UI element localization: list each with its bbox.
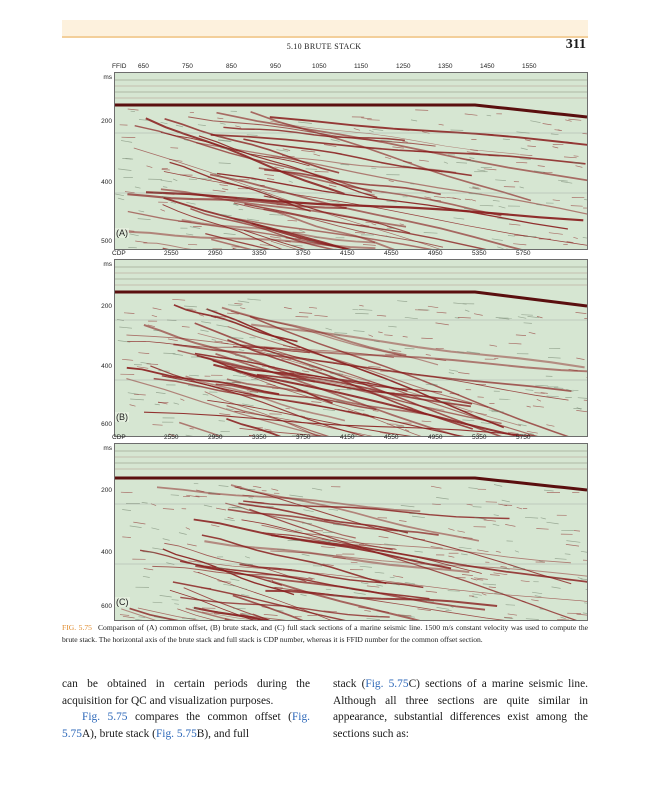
seismic-noise-trace (201, 588, 211, 589)
figure-link[interactable]: Fig. 5.75 (82, 711, 128, 723)
header-rule (62, 36, 588, 38)
figure-link[interactable]: Fig. 5.75 (365, 678, 409, 690)
x-tick: 650 (138, 63, 149, 70)
x-tick: 950 (270, 63, 281, 70)
x-tick: 2550 (164, 434, 179, 441)
x-tick: 850 (226, 63, 237, 70)
seismic-noise-trace (315, 172, 329, 173)
x-tick: 1250 (396, 63, 411, 70)
paragraph-text: A), brute stack ( (81, 727, 156, 740)
page-number: 311 (565, 37, 586, 52)
panel-tag-b: (B) (116, 412, 128, 422)
y-unit: ms (103, 74, 112, 81)
water-column-band (115, 462, 587, 464)
water-column-band (115, 468, 587, 470)
seismic-panel-c (88, 433, 588, 610)
seismic-noise-trace (573, 390, 579, 391)
x-tick: 1350 (438, 63, 453, 70)
seismic-noise-trace (421, 338, 432, 339)
caption-text: Comparison of (A) common offset, (B) brute stack, and (C) full stack sections of a marine seismic line. 1500 m/s constant velocity was used to compute the brute stack. The horizontal axis of the brute stack and full stack is CDP number, whereas it is FFID number for the common offset section. (62, 623, 588, 644)
paragraph-text: C) sections of a marine seismic line. Although all three sections are quite similar in appearance, substantial differences exist among the sections such as: (333, 678, 589, 740)
seismic-noise-trace (574, 156, 579, 157)
y-tick: 600 (101, 603, 112, 610)
seismic-image (115, 444, 587, 620)
y-tick: 400 (101, 363, 112, 370)
seismic-noise-trace (381, 392, 395, 393)
x-tick: 5750 (516, 434, 531, 441)
x-tick: 5350 (472, 434, 487, 441)
water-column-band (115, 91, 587, 93)
x-axis-row (88, 62, 588, 72)
seismic-section-a (114, 72, 588, 250)
seismic-noise-trace (251, 379, 256, 380)
body-column-right (333, 676, 588, 742)
y-tick: 400 (101, 179, 112, 186)
y-axis (88, 433, 114, 619)
figure-caption (62, 622, 588, 646)
x-axis-row (88, 249, 588, 259)
seismic-noise-trace (188, 244, 197, 245)
x-tick: 5750 (516, 250, 531, 257)
water-column-band (115, 97, 587, 99)
y-unit: ms (103, 445, 112, 452)
x-tick: 4150 (340, 250, 355, 257)
body-column-left (62, 676, 310, 742)
seismic-noise-trace (163, 353, 175, 354)
paragraph-text: compares the common offset ( (127, 711, 292, 723)
water-column-band (115, 266, 587, 268)
seismic-noise-trace (540, 609, 545, 610)
x-tick: 4150 (340, 434, 355, 441)
seismic-image (115, 73, 587, 249)
seismic-section-b (114, 259, 588, 437)
x-axis-name: CDP (112, 250, 126, 257)
y-tick: 500 (101, 238, 112, 245)
seismic-image (115, 260, 587, 436)
seismic-noise-trace (506, 605, 515, 606)
y-tick: 200 (101, 487, 112, 494)
x-tick: 1550 (522, 63, 537, 70)
seismic-noise-trace (172, 600, 179, 601)
x-tick: 4950 (428, 250, 443, 257)
water-column-band (115, 272, 587, 274)
x-tick: 3750 (296, 434, 311, 441)
x-tick: 750 (182, 63, 193, 70)
x-axis-row (88, 433, 588, 443)
x-tick: 4550 (384, 250, 399, 257)
running-head: 5.10 BRUTE STACK (286, 42, 362, 51)
water-column-band (115, 456, 587, 458)
seismic-noise-trace (521, 315, 533, 316)
x-axis-name: CDP (112, 434, 126, 441)
x-tick: 3350 (252, 250, 267, 257)
y-tick: 600 (101, 421, 112, 428)
y-tick: 200 (101, 303, 112, 310)
seismic-panel-a (88, 62, 588, 245)
y-axis (88, 249, 114, 435)
seismic-noise-trace (355, 313, 368, 314)
paragraph-text: stack ( (333, 678, 366, 690)
x-tick: 5350 (472, 250, 487, 257)
panel-tag-a: (A) (116, 228, 128, 238)
x-tick: 2550 (164, 250, 179, 257)
seismic-noise-trace (415, 110, 428, 111)
x-tick: 2950 (208, 434, 223, 441)
water-column-band (115, 450, 587, 452)
paragraph-text: B), and full (196, 727, 249, 740)
seismic-noise-trace (326, 589, 331, 590)
water-column-band (115, 278, 587, 280)
seismic-noise-trace (405, 348, 415, 349)
seismic-panel-b (88, 249, 588, 428)
figure-link[interactable]: Fig. 5.75 (155, 727, 197, 740)
seismic-noise-trace (194, 483, 199, 484)
figure-link[interactable]: Fig. 5.75 (62, 711, 310, 740)
seismic-noise-trace (162, 170, 170, 171)
x-tick: 2950 (208, 250, 223, 257)
x-tick: 3350 (252, 434, 267, 441)
seismic-background (115, 444, 587, 620)
x-tick: 1450 (480, 63, 495, 70)
x-tick: 1050 (312, 63, 327, 70)
seismic-noise-trace (367, 120, 380, 121)
seismic-noise-trace (353, 309, 359, 310)
x-tick: 4550 (384, 434, 399, 441)
seismic-noise-trace (285, 590, 298, 591)
water-column-band (115, 79, 587, 81)
seismic-section-c (114, 443, 588, 621)
seismic-noise-trace (208, 494, 220, 495)
seismic-noise-trace (448, 591, 460, 592)
y-unit: ms (103, 261, 112, 268)
seismic-noise-trace (121, 492, 133, 493)
seismic-noise-trace (296, 317, 309, 318)
seismic-noise-trace (469, 194, 482, 195)
y-tick: 400 (101, 549, 112, 556)
y-axis (88, 62, 114, 248)
y-tick: 200 (101, 118, 112, 125)
paragraph-text: can be obtained in certain periods during the acquisition for QC and visualization purposes. (62, 678, 310, 707)
x-tick: 3750 (296, 250, 311, 257)
x-axis-name: FFID (112, 63, 127, 70)
water-column-band (115, 284, 587, 286)
figure-label: FIG. 5.75 (62, 623, 92, 632)
x-tick: 1150 (354, 63, 368, 70)
x-tick: 4950 (428, 434, 443, 441)
panel-tag-c: (C) (116, 597, 129, 607)
seismic-noise-trace (473, 507, 482, 508)
water-column-band (115, 85, 587, 87)
header-band (62, 20, 588, 36)
